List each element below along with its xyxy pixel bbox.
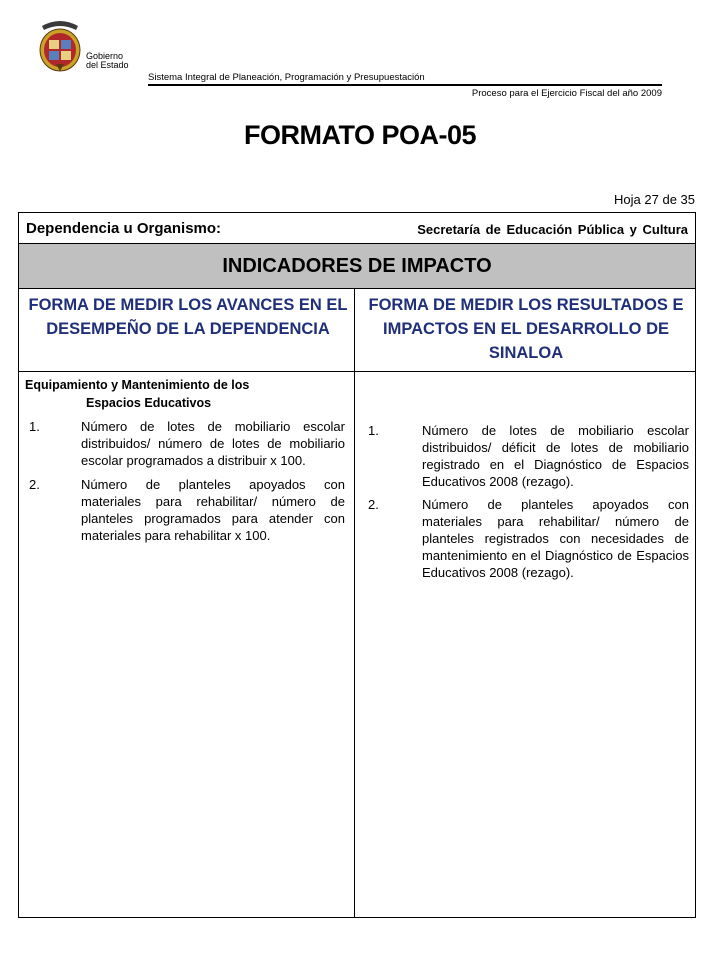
item-text: Número de planteles apoyados con materiales para rehabilitar/ número de planteles registrados con necesidades de mantenimiento en el Diagnóstico de Espacios Educativos 2008 (rezago). <box>422 497 689 580</box>
gobierno-line-1: Gobierno <box>86 51 124 61</box>
state-seal-icon <box>36 18 84 72</box>
dependencia-value: Secretaría de Educación Pública y Cultura <box>417 222 688 237</box>
list-item <box>25 476 345 544</box>
page-title: FORMATO POA-05 <box>243 120 477 150</box>
left-subtitle-line-2: Espacios Educativos <box>86 396 212 410</box>
sistema-label: Sistema Integral de Planeación, Programación y Presupuestación <box>148 72 425 83</box>
item-number: 1. <box>368 423 379 438</box>
list-item <box>364 496 689 581</box>
right-column-heading: FORMA DE MEDIR LOS RESULTADOS E IMPACTOS EN EL DESARROLLO DE SINALOA <box>368 296 684 362</box>
item-number: 2. <box>368 497 379 512</box>
item-text: Número de planteles apoyados con materiales para rehabilitar/ número de planteles programados para atender con materiales para rehabilitar x 100. <box>81 477 345 543</box>
left-column-heading: FORMA DE MEDIR LOS AVANCES EN EL DESEMPEÑO DE LA DEPENDENCIA <box>28 296 348 338</box>
header-rule <box>148 84 662 86</box>
item-text: Número de lotes de mobiliario escolar distribuidos/ déficit de lotes de mobiliario registrado en el Diagnóstico de Espacios Educativos 2008 (rezago). <box>422 423 689 489</box>
gobierno-line-2: del Estado <box>86 60 129 70</box>
item-number: 1. <box>29 419 40 434</box>
page-number: Hoja 27 de 35 <box>614 192 695 207</box>
right-indicator-list <box>364 422 689 587</box>
left-indicator-list <box>25 418 345 551</box>
section-title: INDICADORES DE IMPACTO <box>19 244 695 289</box>
item-text: Número de lotes de mobiliario escolar distribuidos/ número de lotes de mobiliario escolar programados a distribuir x 100. <box>81 419 345 468</box>
column-divider <box>354 289 355 918</box>
proceso-label: Proceso para el Ejercicio Fiscal del año 2009 <box>471 88 662 99</box>
list-item <box>25 418 345 469</box>
dependencia-label: Dependencia u Organismo: <box>26 220 222 237</box>
left-subtitle-line-1: Equipamiento y Mantenimiento de los <box>25 378 250 392</box>
item-number: 2. <box>29 477 40 492</box>
list-item <box>364 422 689 490</box>
dependencia-row <box>19 213 695 244</box>
indicadores-table <box>18 212 696 918</box>
column-headings-row <box>19 289 695 372</box>
left-subtitle <box>25 376 249 412</box>
gobierno-del-estado-label <box>86 52 129 70</box>
